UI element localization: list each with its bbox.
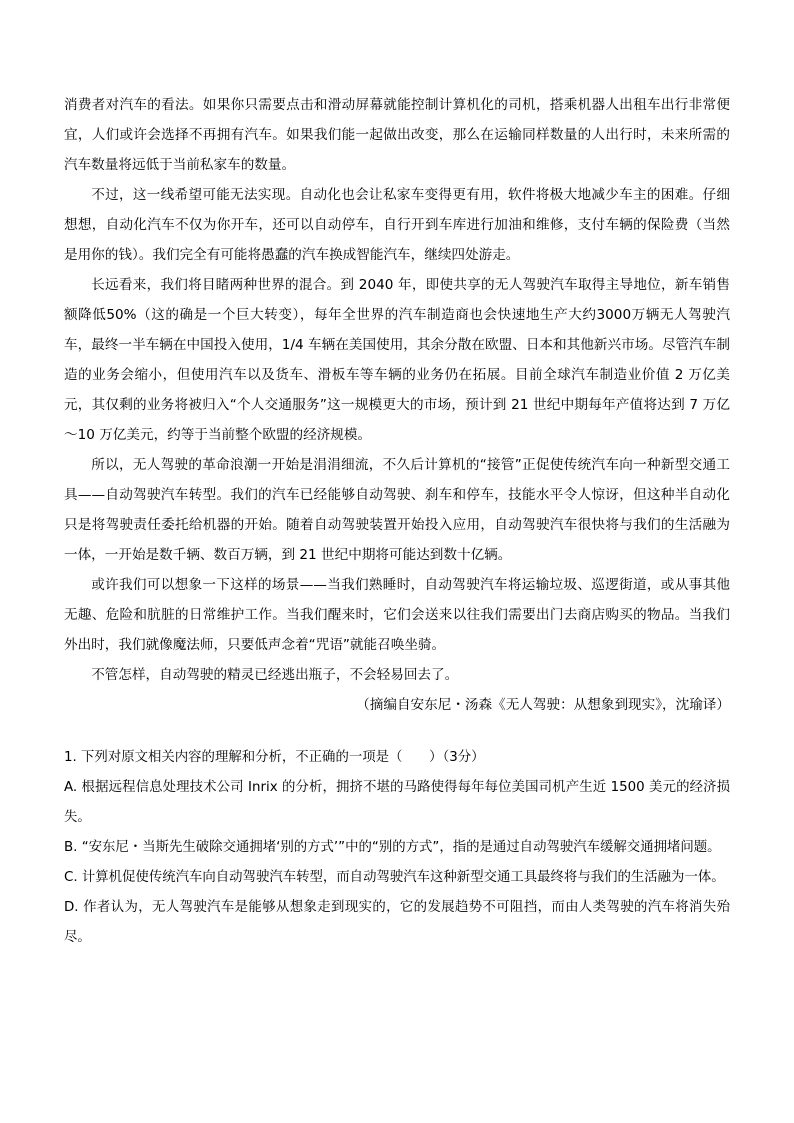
article-paragraph-5: 或许我们可以想象一下这样的场景——当我们熟睡时，自动驾驶汽车将运输垃圾、巡逻街道，或从事其他无趣、危险和肮脏的日常维护工作。当我们醒来时，它们会送来以往我们需要出门去商店购买的物品。当我们外出时，我们就像魔法师，只要低声念着“咒语”就能召唤坐骑。 (64, 577, 730, 653)
option-c: C. 计算机促使传统汽车向自动驾驶汽车转型，而自动驾驶汽车这种新型交通工具最终将与我们的生活融为一体。 (64, 870, 725, 885)
option-a: A. 根据远程信息处理技术公司 Inrix 的分析，拥挤不堪的马路使得每年每位美国司机产生近 1500 美元的经济损失。 (64, 780, 730, 825)
article-source: （摘编自安东尼・汤森《无人驾驶：从想象到现实》，沈瑜译） (356, 697, 730, 713)
article-paragraph-2: 不过，这一线希望可能无法实现。自动化也会让私家车变得更有用，软件将极大地减少车主的困难。仔细想想，自动化汽车不仅为你开车，还可以自动停车，自行开到车库进行加油和维修，支付车辆的保险费（当然是用你的钱）。我们完全有可能将愚蠢的汽车换成智能汽车，继续四处游走。 (64, 187, 730, 263)
article-paragraph-4: 所以，无人驾驶的革命浪潮一开始是涓涓细流，不久后计算机的“接管”正促使传统汽车向一种新型交通工具——自动驾驶汽车转型。我们的汽车已经能够自动驾驶、刹车和停车，技能水平令人惊讶，但这种半自动化只是将驾驶责任委托给机器的开始。随着自动驾驶装置开始投入应用，自动驾驶汽车很快将与我们的生活融为一体，一开始是数千辆、数百万辆，到 21 世纪中期将可能达到数十亿辆。 (64, 457, 730, 563)
article-paragraph-1: 消费者对汽车的看法。如果你只需要点击和滑动屏幕就能控制计算机化的司机，搭乘机器人出租车出行非常便宜，人们或许会选择不再拥有汽车。如果我们能一起做出改变，那么在运输同样数量的人出行时，未来所需的汽车数量将远低于当前私家车的数量。 (64, 97, 730, 173)
article-body (64, 90, 730, 720)
option-d: D. 作者认为，无人驾驶汽车是能够从想象走到现实的，它的发展趋势不可阻挡，而由人类驾驶的汽车将消失殆尽。 (64, 900, 730, 945)
article-paragraph-3: 长远看来，我们将目睹两种世界的混合。到 2040 年，即使共享的无人驾驶汽车取得主导地位，新车销售额降低50%（这的确是一个巨大转变），每年全世界的汽车制造商也会快速地生产大约3000万辆无人驾驶汽车，最终一半车辆在中国投入使用，1/4 车辆在美国使用，其余分散在欧盟、日本和其他新兴市场。尽管汽车制造的业务会缩小，但使用汽车以及货车、滑板车等车辆的业务仍在拓展。目前全球汽车制造业价值 2 万亿美元，其仅剩的业务将被归入“个人交通服务”这一规模更大的市场，预计到 21 世纪中期每年产值将达到 7 万亿～10 万亿美元，约等于当前整个欧盟的经济规模。 (64, 277, 730, 443)
question-block (64, 743, 730, 953)
question-stem: 1. 下列对原文相关内容的理解和分析，不正确的一项是（ ）（3分） (64, 750, 485, 765)
article-paragraph-6: 不管怎样，自动驾驶的精灵已经逃出瓶子，不会轻易回去了。 (91, 667, 459, 683)
option-b: B. “安东尼・当斯先生破除交通拥堵‘别的方式’”中的“别的方式”，指的是通过自动驾驶汽车缓解交通拥堵问题。 (64, 840, 721, 855)
